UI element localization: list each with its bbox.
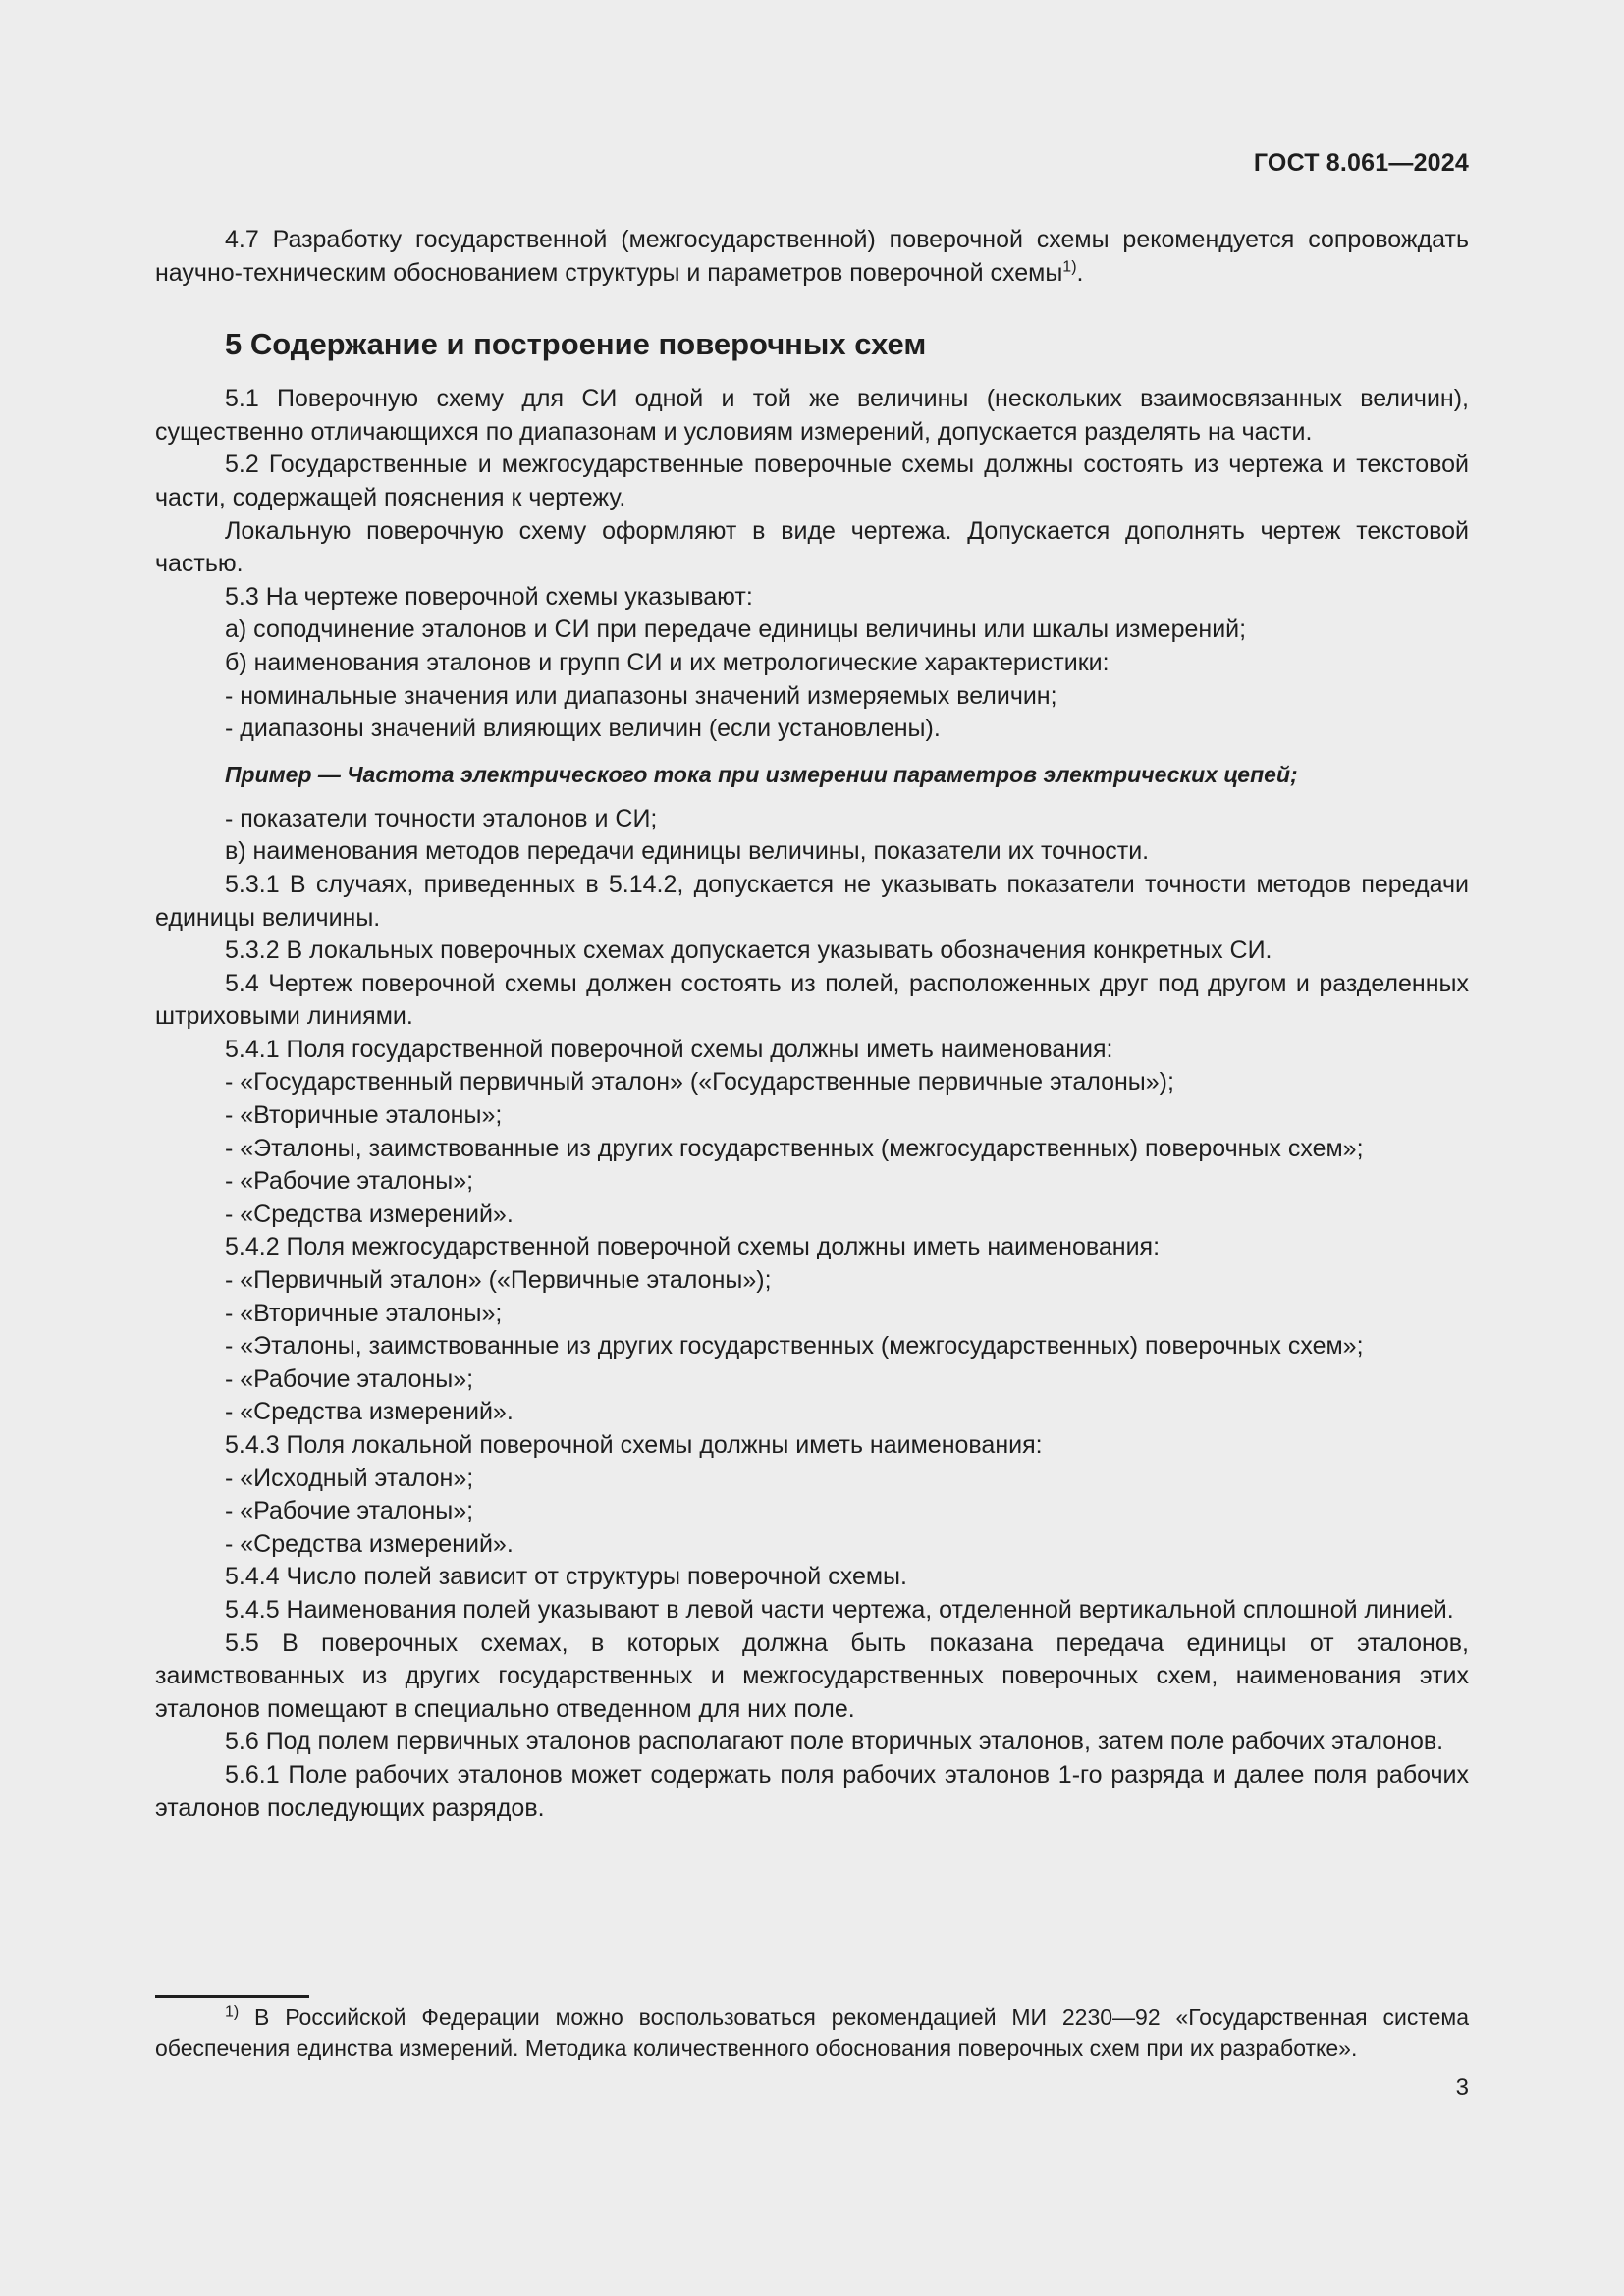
- paragraph-group-2: [155, 803, 1469, 1825]
- paragraph-group-1: [155, 383, 1469, 746]
- paragraph: - «Вторичные эталоны»;: [225, 1101, 503, 1130]
- paragraph: 5.5 В поверочных схемах, в которых должна быть показана передача единицы от эталонов, заимствованных из других государственных и межгосударственных поверочных схем, наименования этих эталонов помещают в специально отведенном для них поле.: [155, 1629, 1469, 1723]
- paragraph: Локальную поверочную схему оформляют в виде чертежа. Допускается дополнять чертеж текстовой частью.: [155, 516, 1469, 578]
- paragraph: - «Средства измерений».: [225, 1398, 514, 1426]
- footnote-divider: [155, 1995, 309, 1998]
- paragraph: 5.6.1 Поле рабочих эталонов может содержать поля рабочих эталонов 1-го разряда и далее поля рабочих эталонов последующих разрядов.: [155, 1760, 1469, 1822]
- footnote-text: [155, 2002, 1469, 2063]
- paragraph: 5.1 Поверочную схему для СИ одной и той же величины (нескольких взаимосвязанных величин), существенно отличающихся по диапазонам и условиям измерений, допускается разделять на части.: [155, 385, 1469, 446]
- paragraph: 5.3.1 В случаях, приведенных в 5.14.2, допускается не указывать показатели точности методов передачи единицы величины.: [155, 870, 1469, 932]
- paragraph: - «Первичный эталон» («Первичные эталоны»);: [225, 1266, 772, 1295]
- paragraph: - показатели точности эталонов и СИ;: [225, 804, 658, 832]
- example-text: Пример — Частота электрического тока при измерении параметров электрических цепей;: [225, 761, 1298, 787]
- paragraph: 5.6 Под полем первичных эталонов располагают поле вторичных эталонов, затем поле рабочих эталонов.: [225, 1728, 1444, 1756]
- paragraph: - «Средства измерений».: [225, 1200, 514, 1228]
- paragraph: - «Исходный эталон»;: [225, 1464, 474, 1492]
- paragraph: 5.4.2 Поля межгосударственной поверочной схемы должны иметь наименования:: [225, 1233, 1161, 1261]
- footnote-body: В Российской Федерации можно воспользоваться рекомендацией МИ 2230—92 «Государственная система обеспечения единства измерений. Методика количественного обоснования поверочных схем при их разработке».: [155, 2004, 1469, 2060]
- paragraph: - «Вторичные эталоны»;: [225, 1299, 503, 1327]
- page-content: [155, 224, 1469, 1825]
- paragraph-4-7-text: 4.7 Разработку государственной (межгосударственной) поверочной схемы рекомендуется сопровождать научно-техническим обоснованием структуры и параметров поверочной схемы: [155, 226, 1469, 287]
- paragraph: - «Рабочие эталоны»;: [225, 1364, 474, 1393]
- paragraph: 5.4.1 Поля государственной поверочной схемы должны иметь наименования:: [225, 1035, 1113, 1063]
- paragraph: а) соподчинение эталонов и СИ при передаче единицы величины или шкалы измерений;: [225, 615, 1247, 644]
- section-title: 5 Содержание и построение поверочных схем: [225, 327, 927, 362]
- paragraph: 5.3.2 В локальных поверочных схемах допускается указывать обозначения конкретных СИ.: [225, 936, 1272, 965]
- paragraph: в) наименования методов передачи единицы величины, показатели их точности.: [225, 837, 1150, 866]
- paragraph: 5.4 Чертеж поверочной схемы должен состоять из полей, расположенных друг под другом и разделенных штриховыми линиями.: [155, 969, 1469, 1031]
- paragraph: 5.2 Государственные и межгосударственные поверочные схемы должны состоять из чертежа и текстовой части, содержащей пояснения к чертежу.: [155, 451, 1469, 511]
- page-number: 3: [1455, 2074, 1469, 2101]
- paragraph: 5.3 На чертеже поверочной схемы указывают:: [225, 582, 753, 611]
- paragraph: 5.4.4 Число полей зависит от структуры поверочной схемы.: [225, 1563, 907, 1591]
- paragraph: 5.4.3 Поля локальной поверочной схемы должны иметь наименования:: [225, 1431, 1043, 1459]
- paragraph-4-7: [155, 224, 1469, 290]
- paragraph: - «Рабочие эталоны»;: [225, 1497, 474, 1525]
- footnote-ref[interactable]: 1): [1062, 258, 1077, 276]
- paragraph: б) наименования эталонов и групп СИ и их метрологические характеристики:: [225, 648, 1110, 676]
- paragraph: 5.4.5 Наименования полей указывают в левой части чертежа, отделенной вертикальной сплошной линией.: [225, 1595, 1454, 1624]
- paragraph: - «Эталоны, заимствованные из других государственных (межгосударственных) поверочных схем»;: [225, 1332, 1364, 1361]
- footnote-marker: 1): [225, 2003, 240, 2021]
- paragraph: - «Государственный первичный эталон» («Государственные первичные эталоны»);: [225, 1068, 1174, 1096]
- paragraph-4-7-end: .: [1076, 258, 1084, 287]
- paragraph: - диапазоны значений влияющих величин (если установлены).: [225, 715, 941, 743]
- paragraph: - «Средства измерений».: [225, 1529, 514, 1558]
- standard-code: ГОСТ 8.061—2024: [1253, 149, 1469, 177]
- paragraph: - «Рабочие эталоны»;: [225, 1167, 474, 1196]
- footnote: [155, 2002, 1469, 2063]
- paragraph: - «Эталоны, заимствованные из других государственных (межгосударственных) поверочных схем»;: [225, 1134, 1364, 1162]
- paragraph: - номинальные значения или диапазоны значений измеряемых величин;: [225, 681, 1057, 710]
